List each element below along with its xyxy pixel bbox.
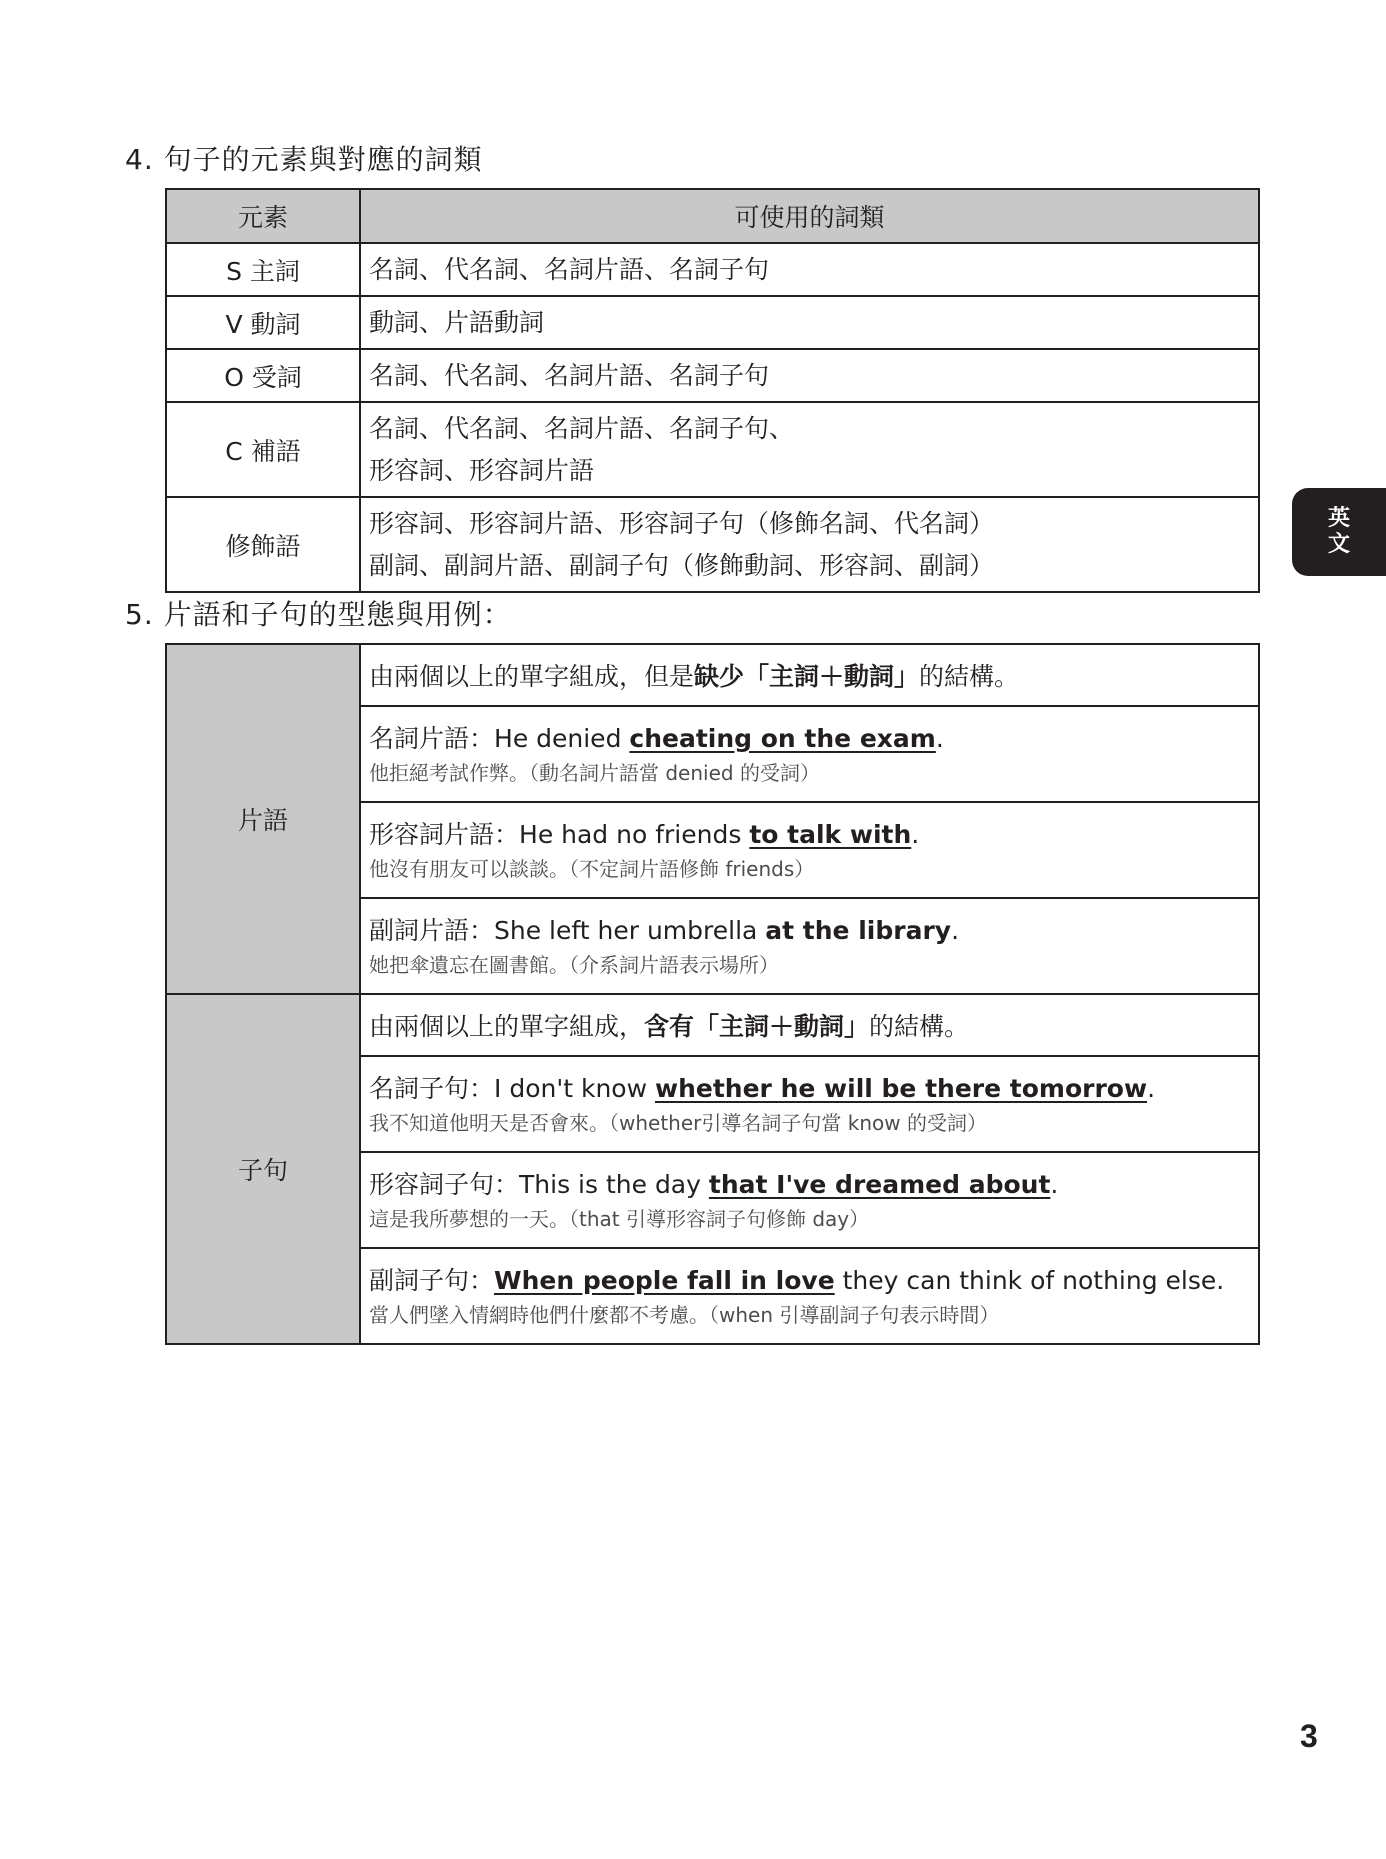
example-text: . [1050,1170,1059,1199]
class-line: 副詞、副詞片語、副詞子句（修飾動詞、形容詞、副詞） [369,550,995,580]
example-highlight: to talk with [749,820,912,849]
example-text: . [951,916,960,945]
example-sentence [369,1070,1257,1108]
class-line: 名詞、代名詞、名詞片語、名詞子句、 [369,413,795,443]
class-cell [360,296,1259,349]
example-cell [360,802,1259,898]
example-sentence [369,720,1257,758]
side-tab-char: 文 [1327,532,1350,557]
definition-text: 的結構。 [919,662,1020,691]
class-cell [360,243,1259,296]
example-translation: 當人們墜入情網時他們什麼都不考慮。（when 引導副詞子句表示時間） [369,1303,1000,1327]
class-line: 名詞、代名詞、名詞片語、名詞子句 [369,254,770,284]
subject-side-tab [1292,488,1386,576]
example-text: . [1147,1074,1156,1103]
table-header-row [166,189,1259,243]
phrase-label: 片語 [166,644,360,994]
class-line: 動詞、片語動詞 [369,307,545,337]
example-text: He denied [494,724,630,753]
example-translation: 這是我所夢想的一天。（that 引導形容詞子句修飾 day） [369,1207,870,1231]
phrase-definition [360,644,1259,706]
table-row [166,243,1259,296]
example-sentence [369,816,1257,854]
example-kind: 名詞子句： [369,1074,495,1103]
example-kind: 副詞片語： [369,916,495,945]
definition-bold: 缺少「主詞＋動詞」 [694,662,920,691]
class-line: 形容詞、形容詞片語 [369,455,595,485]
example-cell [360,1056,1259,1152]
example-text: This is the day [519,1170,709,1199]
table-row [166,296,1259,349]
header-word-classes: 可使用的詞類 [360,189,1259,243]
example-kind: 形容詞片語： [369,820,520,849]
example-translation: 他拒絕考試作弊。（動名詞片語當 denied 的受詞） [369,761,820,785]
phrase-clause-table [165,643,1260,1345]
example-kind: 名詞片語： [369,724,495,753]
example-highlight: whether he will be there tomorrow [654,1074,1148,1103]
example-kind: 形容詞子句： [369,1170,520,1199]
element-cell: O 受詞 [166,349,360,402]
example-text: . [935,724,944,753]
example-highlight: cheating on the exam [629,724,936,753]
example-text: . [911,820,920,849]
example-translation: 他沒有朋友可以談談。（不定詞片語修飾 friends） [369,857,815,881]
class-cell [360,402,1259,497]
example-text: they can think of nothing else. [834,1266,1225,1295]
side-tab-char: 英 [1327,506,1350,531]
definition-text: 由兩個以上的單字組成，但是 [369,662,695,691]
example-translation: 她把傘遺忘在圖書館。（介系詞片語表示場所） [369,953,779,977]
example-cell [360,1248,1259,1344]
definition-text: 由兩個以上的單字組成， [369,1012,645,1041]
class-cell [360,497,1259,592]
example-highlight: When people fall in love [494,1266,835,1295]
definition-text: 的結構。 [869,1012,970,1041]
table-row [166,349,1259,402]
example-text: She left her umbrella [494,916,766,945]
clause-definition-row [166,994,1259,1056]
example-cell [360,898,1259,994]
example-kind: 副詞子句： [369,1266,495,1295]
section-4-heading: 4. 句子的元素與對應的詞類 [125,143,483,176]
example-cell [360,1152,1259,1248]
phrase-definition-row [166,644,1259,706]
table-row [166,497,1259,592]
class-cell [360,349,1259,402]
example-text: He had no friends [519,820,750,849]
elements-table [165,188,1260,593]
example-sentence [369,1166,1257,1204]
example-translation: 我不知道他明天是否會來。（whether引導名詞子句當 know 的受詞） [369,1111,987,1135]
example-text: I don't know [494,1074,655,1103]
example-cell [360,706,1259,802]
example-sentence [369,1262,1257,1300]
clause-label: 子句 [166,994,360,1344]
page-number: 3 [1300,1718,1318,1754]
clause-definition [360,994,1259,1056]
table-row [166,402,1259,497]
example-highlight: at the library [765,916,952,945]
example-sentence [369,912,1257,950]
example-highlight: that I've dreamed about [708,1170,1051,1199]
section-5-heading: 5. 片語和子句的型態與用例： [125,598,512,631]
element-cell: V 動詞 [166,296,360,349]
element-cell: 修飾語 [166,497,360,592]
class-line: 形容詞、形容詞片語、形容詞子句（修飾名詞、代名詞） [369,508,995,538]
element-cell: C 補語 [166,402,360,497]
header-element: 元素 [166,189,360,243]
class-line: 名詞、代名詞、名詞片語、名詞子句 [369,360,770,390]
element-cell: S 主詞 [166,243,360,296]
definition-bold: 含有「主詞＋動詞」 [644,1012,870,1041]
